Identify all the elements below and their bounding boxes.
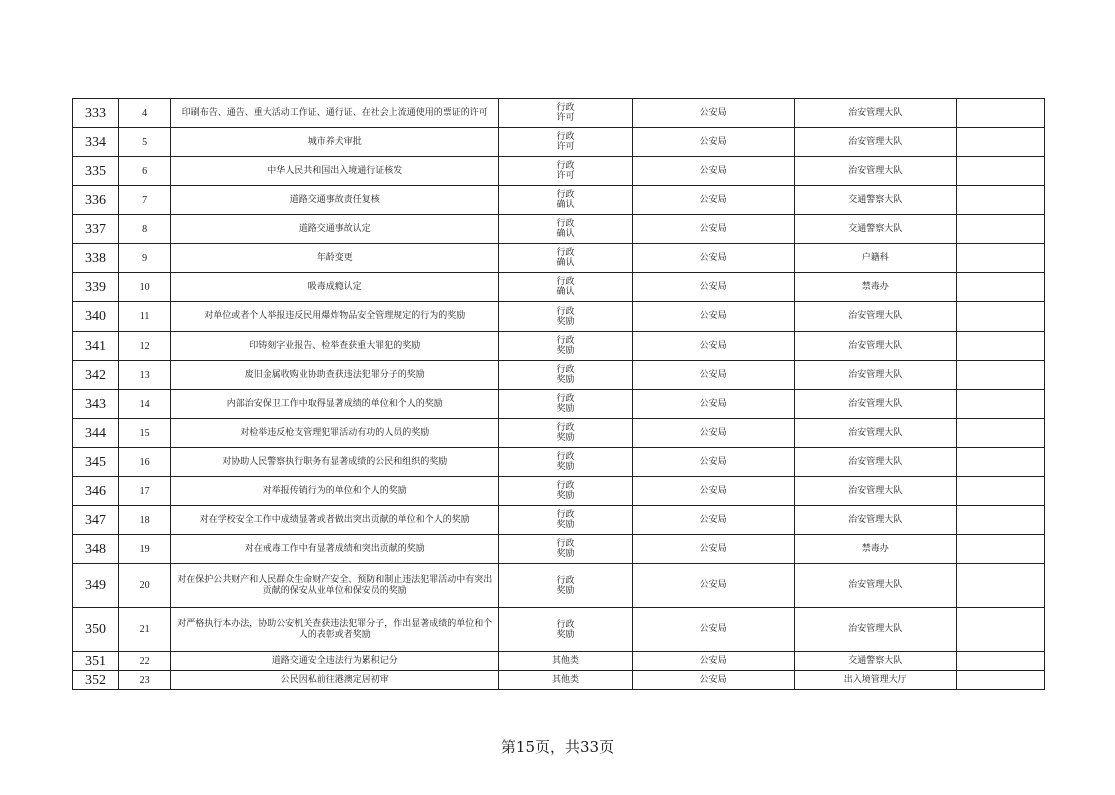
- cell-remarks: [956, 186, 1044, 215]
- table-row: [73, 128, 1045, 157]
- cell-item-name: 对检举违反枪支管理犯罪活动有功的人员的奖励: [171, 419, 499, 448]
- cell-item-name: 公民因私前往港澳定居初审: [171, 671, 499, 690]
- cell-serial-number: 333: [73, 99, 119, 128]
- table-row: [73, 564, 1045, 608]
- cell-department: 公安局: [632, 390, 794, 419]
- cell-sub-number: 23: [119, 671, 171, 690]
- cell-item-name: 印铸刻字业报告、检举查获重大罪犯的奖励: [171, 332, 499, 361]
- table-row: [73, 535, 1045, 564]
- cell-item-type: 行政 奖励: [499, 332, 632, 361]
- cell-handling-unit: 治安管理大队: [794, 361, 956, 390]
- cell-sub-number: 13: [119, 361, 171, 390]
- cell-remarks: [956, 157, 1044, 186]
- cell-handling-unit: 出入境管理大厅: [794, 671, 956, 690]
- table-row: [73, 186, 1045, 215]
- cell-department: 公安局: [632, 477, 794, 506]
- cell-remarks: [956, 477, 1044, 506]
- cell-sub-number: 11: [119, 302, 171, 332]
- cell-item-type: 行政 奖励: [499, 302, 632, 332]
- cell-handling-unit: 治安管理大队: [794, 332, 956, 361]
- cell-department: 公安局: [632, 157, 794, 186]
- cell-item-name: 对协助人民警察执行职务有显著成绩的公民和组织的奖励: [171, 448, 499, 477]
- cell-remarks: [956, 361, 1044, 390]
- cell-serial-number: 340: [73, 302, 119, 332]
- cell-handling-unit: 治安管理大队: [794, 448, 956, 477]
- cell-department: 公安局: [632, 186, 794, 215]
- cell-serial-number: 350: [73, 608, 119, 652]
- cell-serial-number: 337: [73, 215, 119, 244]
- cell-item-name: 年龄变更: [171, 244, 499, 273]
- table-row: [73, 332, 1045, 361]
- cell-handling-unit: 户籍科: [794, 244, 956, 273]
- cell-item-type: 行政 许可: [499, 99, 632, 128]
- cell-remarks: [956, 448, 1044, 477]
- cell-serial-number: 345: [73, 448, 119, 477]
- cell-remarks: [956, 273, 1044, 302]
- cell-item-name: 对在戒毒工作中有显著成绩和突出贡献的奖励: [171, 535, 499, 564]
- table-row: [73, 361, 1045, 390]
- cell-serial-number: 336: [73, 186, 119, 215]
- cell-item-name: 废旧金属收购业协助查获违法犯罪分子的奖励: [171, 361, 499, 390]
- cell-sub-number: 7: [119, 186, 171, 215]
- cell-sub-number: 22: [119, 652, 171, 671]
- page-footer: 第15页，共33页: [500, 738, 615, 756]
- cell-remarks: [956, 652, 1044, 671]
- cell-item-name: 对单位或者个人举报违反民用爆炸物品安全管理规定的行为的奖励: [171, 302, 499, 332]
- cell-item-type: 行政 许可: [499, 128, 632, 157]
- cell-handling-unit: 交通警察大队: [794, 215, 956, 244]
- table-row: [73, 448, 1045, 477]
- cell-item-type: 行政 奖励: [499, 361, 632, 390]
- table-row: [73, 419, 1045, 448]
- table-row: [73, 506, 1045, 535]
- cell-handling-unit: 治安管理大队: [794, 477, 956, 506]
- cell-serial-number: 344: [73, 419, 119, 448]
- cell-sub-number: 9: [119, 244, 171, 273]
- cell-handling-unit: 交通警察大队: [794, 186, 956, 215]
- table-row: [73, 390, 1045, 419]
- cell-sub-number: 12: [119, 332, 171, 361]
- cell-item-type: 行政 许可: [499, 157, 632, 186]
- cell-serial-number: 351: [73, 652, 119, 671]
- cell-sub-number: 10: [119, 273, 171, 302]
- cell-serial-number: 352: [73, 671, 119, 690]
- cell-item-type: 行政 确认: [499, 244, 632, 273]
- cell-handling-unit: 交通警察大队: [794, 652, 956, 671]
- cell-department: 公安局: [632, 671, 794, 690]
- cell-item-type: 行政 奖励: [499, 535, 632, 564]
- cell-item-type: 行政 奖励: [499, 506, 632, 535]
- cell-handling-unit: 治安管理大队: [794, 302, 956, 332]
- cell-remarks: [956, 302, 1044, 332]
- cell-sub-number: 4: [119, 99, 171, 128]
- cell-serial-number: 341: [73, 332, 119, 361]
- cell-handling-unit: 治安管理大队: [794, 419, 956, 448]
- cell-remarks: [956, 215, 1044, 244]
- cell-sub-number: 19: [119, 535, 171, 564]
- cell-remarks: [956, 419, 1044, 448]
- cell-department: 公安局: [632, 652, 794, 671]
- cell-department: 公安局: [632, 564, 794, 608]
- cell-remarks: [956, 535, 1044, 564]
- cell-remarks: [956, 128, 1044, 157]
- cell-sub-number: 8: [119, 215, 171, 244]
- cell-handling-unit: 禁毒办: [794, 535, 956, 564]
- cell-item-type: 行政 奖励: [499, 608, 632, 652]
- cell-handling-unit: 治安管理大队: [794, 506, 956, 535]
- cell-item-name: 印刷布告、通告、重大活动工作证、通行证、在社会上流通使用的票证的许可: [171, 99, 499, 128]
- table-row: [73, 608, 1045, 652]
- cell-serial-number: 348: [73, 535, 119, 564]
- table-row: [73, 244, 1045, 273]
- table-row: [73, 671, 1045, 690]
- table-row: [73, 477, 1045, 506]
- cell-sub-number: 17: [119, 477, 171, 506]
- cell-sub-number: 6: [119, 157, 171, 186]
- cell-department: 公安局: [632, 608, 794, 652]
- cell-item-name: 对举报传销行为的单位和个人的奖励: [171, 477, 499, 506]
- cell-item-type: 其他类: [499, 652, 632, 671]
- cell-sub-number: 21: [119, 608, 171, 652]
- table-row: [73, 99, 1045, 128]
- cell-item-name: 对严格执行本办法，协助公安机关查获违法犯罪分子，作出显著成绩的单位和个人的表彰或者奖励: [171, 608, 499, 652]
- cell-sub-number: 20: [119, 564, 171, 608]
- cell-serial-number: 339: [73, 273, 119, 302]
- cell-handling-unit: 治安管理大队: [794, 608, 956, 652]
- cell-department: 公安局: [632, 302, 794, 332]
- cell-handling-unit: 治安管理大队: [794, 157, 956, 186]
- cell-remarks: [956, 671, 1044, 690]
- cell-item-name: 中华人民共和国出入境通行证核发: [171, 157, 499, 186]
- cell-department: 公安局: [632, 419, 794, 448]
- cell-remarks: [956, 390, 1044, 419]
- table-body: [73, 99, 1045, 690]
- cell-item-name: 内部治安保卫工作中取得显著成绩的单位和个人的奖励: [171, 390, 499, 419]
- cell-item-type: 行政 奖励: [499, 564, 632, 608]
- cell-department: 公安局: [632, 535, 794, 564]
- cell-serial-number: 347: [73, 506, 119, 535]
- cell-remarks: [956, 564, 1044, 608]
- cell-serial-number: 349: [73, 564, 119, 608]
- cell-department: 公安局: [632, 448, 794, 477]
- cell-item-type: 行政 奖励: [499, 477, 632, 506]
- cell-remarks: [956, 99, 1044, 128]
- cell-remarks: [956, 332, 1044, 361]
- cell-sub-number: 14: [119, 390, 171, 419]
- cell-item-type: 行政 奖励: [499, 419, 632, 448]
- cell-item-type: 行政 奖励: [499, 390, 632, 419]
- items-table: [72, 98, 1045, 690]
- cell-department: 公安局: [632, 244, 794, 273]
- cell-serial-number: 346: [73, 477, 119, 506]
- cell-department: 公安局: [632, 128, 794, 157]
- cell-item-type: 行政 奖励: [499, 448, 632, 477]
- cell-remarks: [956, 506, 1044, 535]
- cell-department: 公安局: [632, 215, 794, 244]
- table-row: [73, 302, 1045, 332]
- cell-serial-number: 334: [73, 128, 119, 157]
- cell-department: 公安局: [632, 361, 794, 390]
- cell-serial-number: 338: [73, 244, 119, 273]
- cell-department: 公安局: [632, 506, 794, 535]
- cell-department: 公安局: [632, 332, 794, 361]
- cell-serial-number: 342: [73, 361, 119, 390]
- table-row: [73, 652, 1045, 671]
- cell-item-name: 对在保护公共财产和人民群众生命财产安全、预防和制止违法犯罪活动中有突出贡献的保安从业单位和保安员的奖励: [171, 564, 499, 608]
- cell-sub-number: 16: [119, 448, 171, 477]
- cell-serial-number: 343: [73, 390, 119, 419]
- table-row: [73, 273, 1045, 302]
- cell-remarks: [956, 244, 1044, 273]
- cell-item-name: 道路交通安全违法行为累积记分: [171, 652, 499, 671]
- table-row: [73, 157, 1045, 186]
- cell-handling-unit: 治安管理大队: [794, 564, 956, 608]
- cell-item-type: 行政 确认: [499, 273, 632, 302]
- cell-sub-number: 15: [119, 419, 171, 448]
- cell-item-name: 吸毒成瘾认定: [171, 273, 499, 302]
- cell-item-name: 道路交通事故认定: [171, 215, 499, 244]
- cell-handling-unit: 禁毒办: [794, 273, 956, 302]
- cell-department: 公安局: [632, 273, 794, 302]
- cell-handling-unit: 治安管理大队: [794, 128, 956, 157]
- cell-handling-unit: 治安管理大队: [794, 390, 956, 419]
- cell-item-name: 道路交通事故责任复核: [171, 186, 499, 215]
- cell-item-type: 行政 确认: [499, 215, 632, 244]
- cell-item-name: 城市养犬审批: [171, 128, 499, 157]
- cell-sub-number: 5: [119, 128, 171, 157]
- cell-serial-number: 335: [73, 157, 119, 186]
- cell-department: 公安局: [632, 99, 794, 128]
- cell-remarks: [956, 608, 1044, 652]
- table-row: [73, 215, 1045, 244]
- cell-sub-number: 18: [119, 506, 171, 535]
- cell-handling-unit: 治安管理大队: [794, 99, 956, 128]
- cell-item-name: 对在学校安全工作中成绩显著或者做出突出贡献的单位和个人的奖励: [171, 506, 499, 535]
- cell-item-type: 行政 确认: [499, 186, 632, 215]
- cell-item-type: 其他类: [499, 671, 632, 690]
